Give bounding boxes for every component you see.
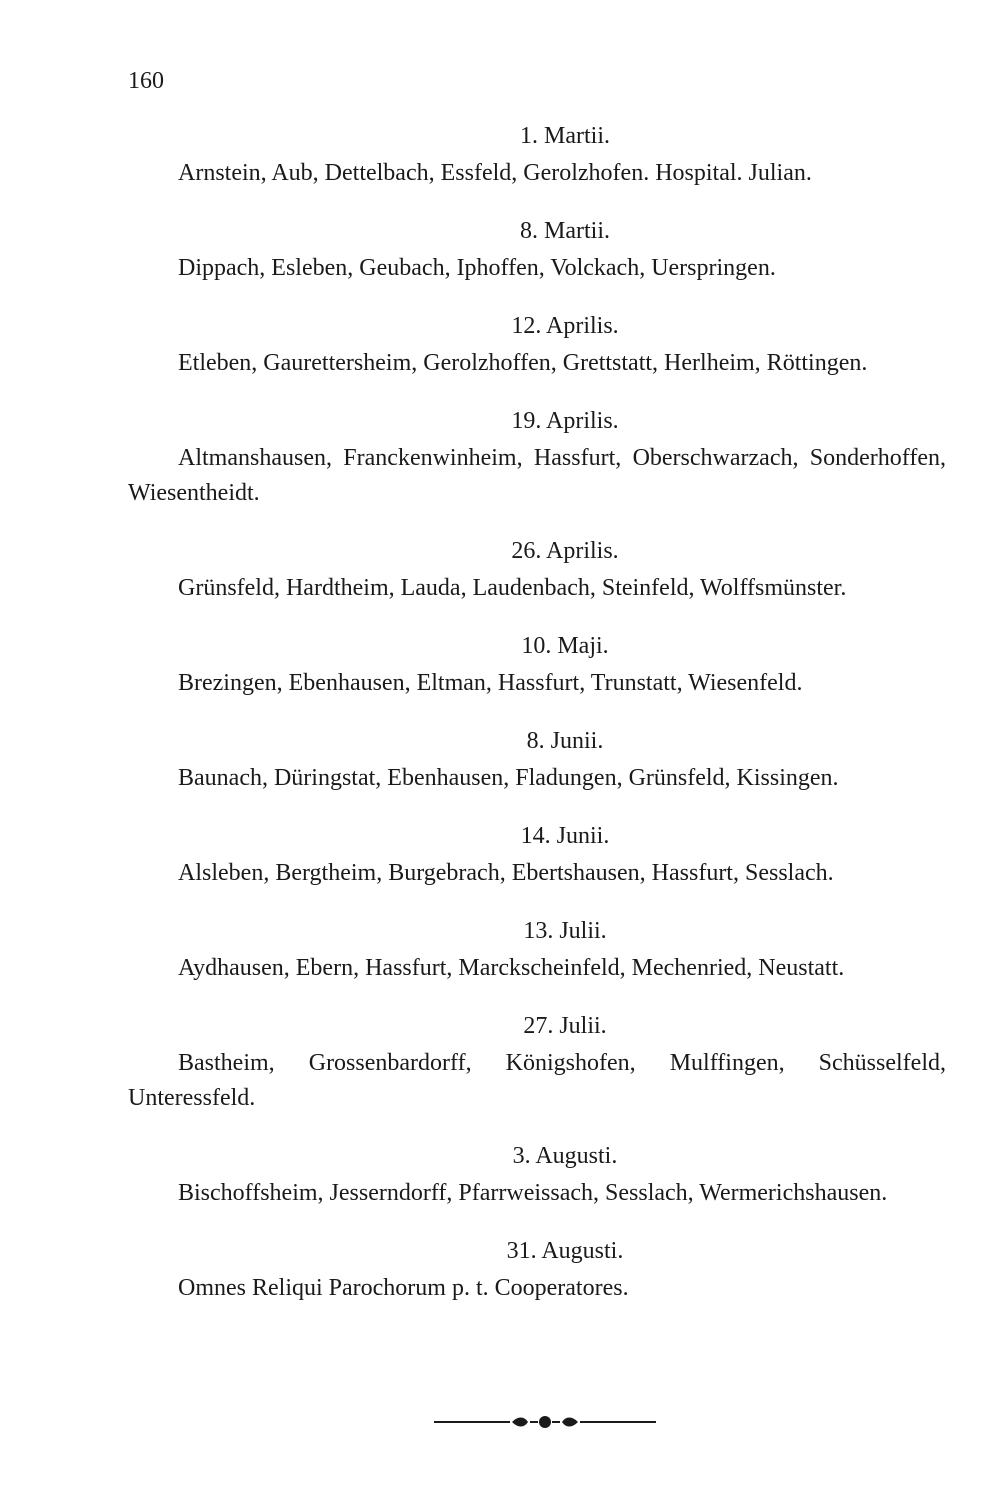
entry-date: 31. Augusti. — [506, 1238, 624, 1264]
schedule-entry — [128, 1008, 946, 1116]
page-number: 160 — [128, 68, 164, 94]
schedule-list — [128, 118, 946, 1328]
entry-places: Dippach, Esleben, Geubach, Iphoffen, Volckach, Uerspringen. — [178, 255, 776, 281]
entry-date: 3. Augusti. — [512, 1143, 618, 1169]
entry-places: Brezingen, Ebenhausen, Eltman, Hassfurt, Trunstatt, Wiesenfeld. — [178, 670, 803, 696]
schedule-entry — [128, 1233, 946, 1306]
entry-places: Bastheim, Grossenbardorff, Königshofen, Mulffingen, Schüsselfeld, Unteressfeld. — [128, 1050, 946, 1111]
schedule-entry — [128, 213, 946, 286]
entry-date: 10. Maji. — [521, 633, 609, 659]
entry-date: 27. Julii. — [523, 1013, 607, 1039]
schedule-entry — [128, 628, 946, 701]
entry-date: 14. Junii. — [520, 823, 610, 849]
schedule-entry — [128, 913, 946, 986]
entry-date: 19. Aprilis. — [511, 408, 619, 434]
entry-places: Grünsfeld, Hardtheim, Lauda, Laudenbach, Steinfeld, Wolffsmünster. — [178, 575, 847, 601]
entry-places: Arnstein, Aub, Dettelbach, Essfeld, Gerolzhofen. Hospital. Julian. — [178, 160, 812, 186]
schedule-entry — [128, 533, 946, 606]
entry-places: Etleben, Gaurettersheim, Gerolzhoffen, Grettstatt, Herlheim, Röttingen. — [178, 350, 868, 376]
schedule-entry — [128, 403, 946, 511]
ornament-divider-icon — [434, 1414, 656, 1430]
entry-date: 8. Martii. — [520, 218, 610, 244]
schedule-entry — [128, 118, 946, 191]
entry-date: 26. Aprilis. — [511, 538, 619, 564]
schedule-entry — [128, 818, 946, 891]
entry-places: Baunach, Düringstat, Ebenhausen, Fladungen, Grünsfeld, Kissingen. — [178, 765, 839, 791]
schedule-entry — [128, 723, 946, 796]
entry-date: 1. Martii. — [520, 123, 610, 149]
entry-date: 12. Aprilis. — [511, 313, 619, 339]
entry-places: Aydhausen, Ebern, Hassfurt, Marckscheinfeld, Mechenried, Neustatt. — [178, 955, 845, 981]
entry-places: Bischoffsheim, Jesserndorff, Pfarrweissach, Sesslach, Wermerichshausen. — [178, 1180, 888, 1206]
schedule-entry — [128, 308, 946, 381]
schedule-entry — [128, 1138, 946, 1211]
entry-places: Omnes Reliqui Parochorum p. t. Cooperatores. — [178, 1275, 629, 1301]
entry-places: Alsleben, Bergtheim, Burgebrach, Ebertshausen, Hassfurt, Sesslach. — [178, 860, 834, 886]
entry-places: Altmanshausen, Franckenwinheim, Hassfurt, Oberschwarzach, Sonderhoffen, Wiesentheidt. — [128, 445, 946, 506]
entry-date: 8. Junii. — [526, 728, 604, 754]
entry-date: 13. Julii. — [523, 918, 607, 944]
